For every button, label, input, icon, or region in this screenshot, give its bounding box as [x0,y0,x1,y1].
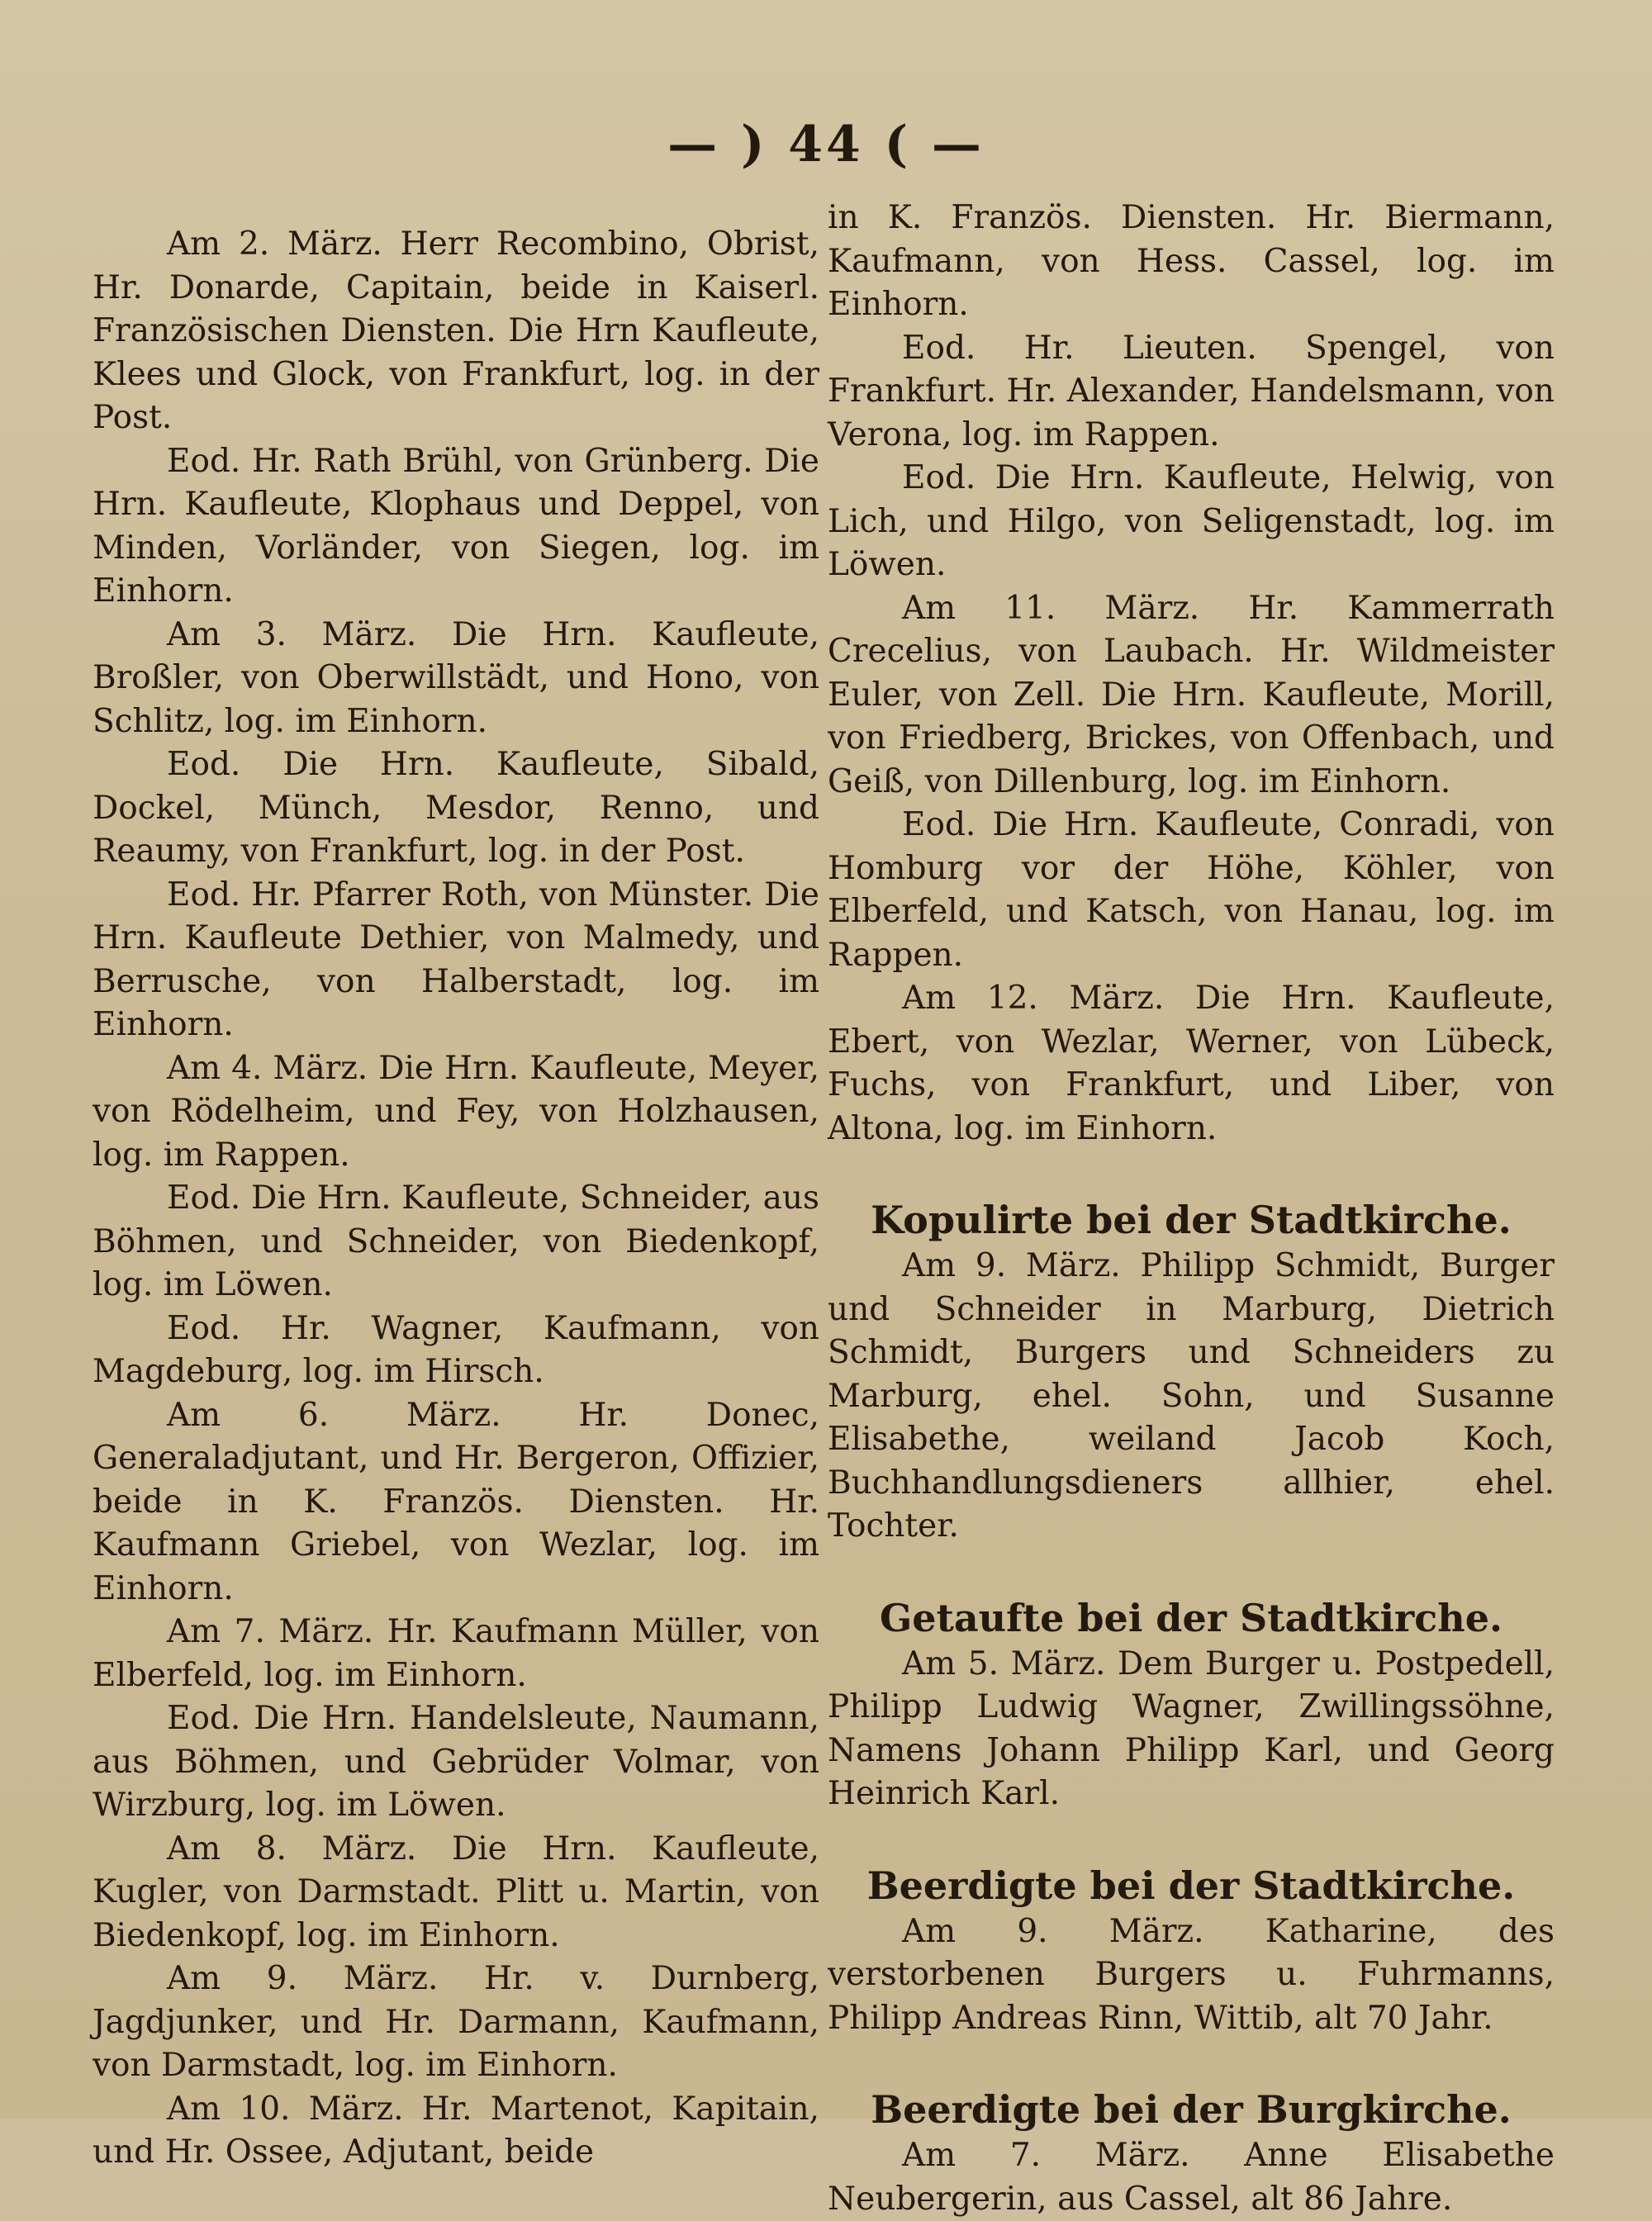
section-burials-burgkirche [828,2085,1555,2221]
entry-paragraph: Am 12. März. Die Hrn. Kaufleute, Ebert, von Wezlar, Werner, von Lübeck, Fuchs, von Frankfurt, und Liber, von Altona, log. im Einhorn. [828,980,1555,1147]
entry-paragraph: Am 7. März. Hr. Kaufmann Müller, von Elberfeld, log. im Einhorn. [93,1613,819,1694]
entry-paragraph: Eod. Die Hrn. Kaufleute, Conradi, von Homburg vor der Höhe, Köhler, von Elberfeld, und Katsch, von Hanau, log. im Rappen. [828,806,1555,974]
entry-paragraph: Am 10. März. Hr. Martenot, Kapitain, und Hr. Ossee, Adjutant, beide [93,2090,819,2171]
entry-paragraph: Am 11. März. Hr. Kammerrath Crecelius, von Laubach. Hr. Wildmeister Euler, von Zell. Die Hrn. Kaufleute, Morill, von Friedberg, Brickes, von Offenbach, und Geiß, von Dillenburg, log. im Einhorn. [828,589,1555,800]
left-column [93,223,819,2175]
section-text: Am 7. März. Anne Elisabethe Neubergerin, aus Cassel, alt 86 Jahre. [828,2137,1555,2218]
entry-paragraph: Eod. Hr. Lieuten. Spengel, von Frankfurt. Hr. Alexander, Handelsmann, von Verona, log. im Rappen. [828,329,1555,453]
entry-paragraph: Am 6. März. Hr. Donec, Generaladjutant, und Hr. Bergeron, Offizier, beide in K. Französ. Diensten. Hr. Kaufmann Griebel, von Wezlar, log. im Einhorn. [93,1396,819,1607]
section-text: Am 9. März. Philipp Schmidt, Burger und Schneider in Marburg, Dietrich Schmidt, Burgers und Schneiders zu Marburg, ehel. Sohn, und Susanne Elisabethe, weiland Jacob Koch, Buchhandlungsdieners allhier, ehel. Tochter. [828,1247,1555,1545]
section-heading: Beerdigte bei der Burgkirche. [871,2087,1512,2132]
section-marriages [828,1195,1555,1549]
entry-paragraph: Am 8. März. Die Hrn. Kaufleute, Kugler, von Darmstadt. Plitt u. Martin, von Biedenkopf, log. im Einhorn. [93,1829,819,1954]
entry-paragraph: Am 9. März. Hr. v. Durnberg, Jagdjunker, und Hr. Darmann, Kaufmann, von Darmstadt, log. im Einhorn. [93,1960,819,2084]
entry-paragraph: Am 3. März. Die Hrn. Kaufleute, Broßler, von Oberwillstädt, und Hono, von Schlitz, log. im Einhorn. [93,615,819,740]
entry-paragraph: in K. Französ. Diensten. Hr. Biermann, Kaufmann, von Hess. Cassel, log. im Einhorn. [828,199,1555,323]
section-heading: Beerdigte bei der Stadtkirche. [866,1863,1516,1908]
section-text: Am 5. März. Dem Burger u. Postpedell, Philipp Ludwig Wagner, Zwillingssöhne, Namens Johann Philipp Karl, und Georg Heinrich Karl. [828,1644,1555,1812]
entry-paragraph: Eod. Hr. Rath Brühl, von Grünberg. Die Hrn. Kaufleute, Klophaus und Deppel, von Minden, Vorländer, von Siegen, log. im Einhorn. [93,442,819,610]
section-text: Am 9. März. Katharine, des verstorbenen Burgers u. Fuhrmanns, Philipp Andreas Rinn, Wittib, alt 70 Jahr. [828,1912,1555,2037]
entry-paragraph: Eod. Hr. Pfarrer Roth, von Münster. Die Hrn. Kaufleute Dethier, von Malmedy, und Berrusche, von Halberstadt, log. im Einhorn. [93,876,819,1043]
section-heading: Kopulirte bei der Stadtkirche. [871,1198,1512,1242]
page-number: — ) 44 ( — [667,116,985,173]
section-baptisms [828,1593,1555,1816]
entry-paragraph: Eod. Die Hrn. Kaufleute, Schneider, aus Böhmen, und Schneider, von Biedenkopf, log. im Löwen. [93,1179,819,1303]
section-burials-stadtkirche [828,1861,1555,2041]
entry-paragraph: Eod. Die Hrn. Handelsleute, Naumann, aus Böhmen, und Gebrüder Volmar, von Wirzburg, log. im Löwen. [93,1700,819,1824]
entry-paragraph: Eod. Die Hrn. Kaufleute, Helwig, von Lich, und Hilgo, von Seligenstadt, log. im Löwen. [828,459,1555,583]
entry-paragraph: Am 4. März. Die Hrn. Kaufleute, Meyer, von Rödelheim, und Fey, von Holzhausen, log. im Rappen. [93,1049,819,1174]
right-column [828,197,1555,2221]
entry-paragraph: Am 2. März. Herr Recombino, Obrist, Hr. Donarde, Capitain, beide in Kaiserl. Französischen Diensten. Die Hrn Kaufleute, Klees und Glock, von Frankfurt, log. in der Post. [93,225,819,436]
entry-paragraph: Eod. Hr. Wagner, Kaufmann, von Magdeburg, log. im Hirsch. [93,1309,819,1390]
section-heading: Getaufte bei der Stadtkirche. [880,1595,1502,1640]
entry-paragraph: Eod. Die Hrn. Kaufleute, Sibald, Dockel, Münch, Mesdor, Renno, und Reaumy, von Frankfurt, log. in der Post. [93,746,819,870]
